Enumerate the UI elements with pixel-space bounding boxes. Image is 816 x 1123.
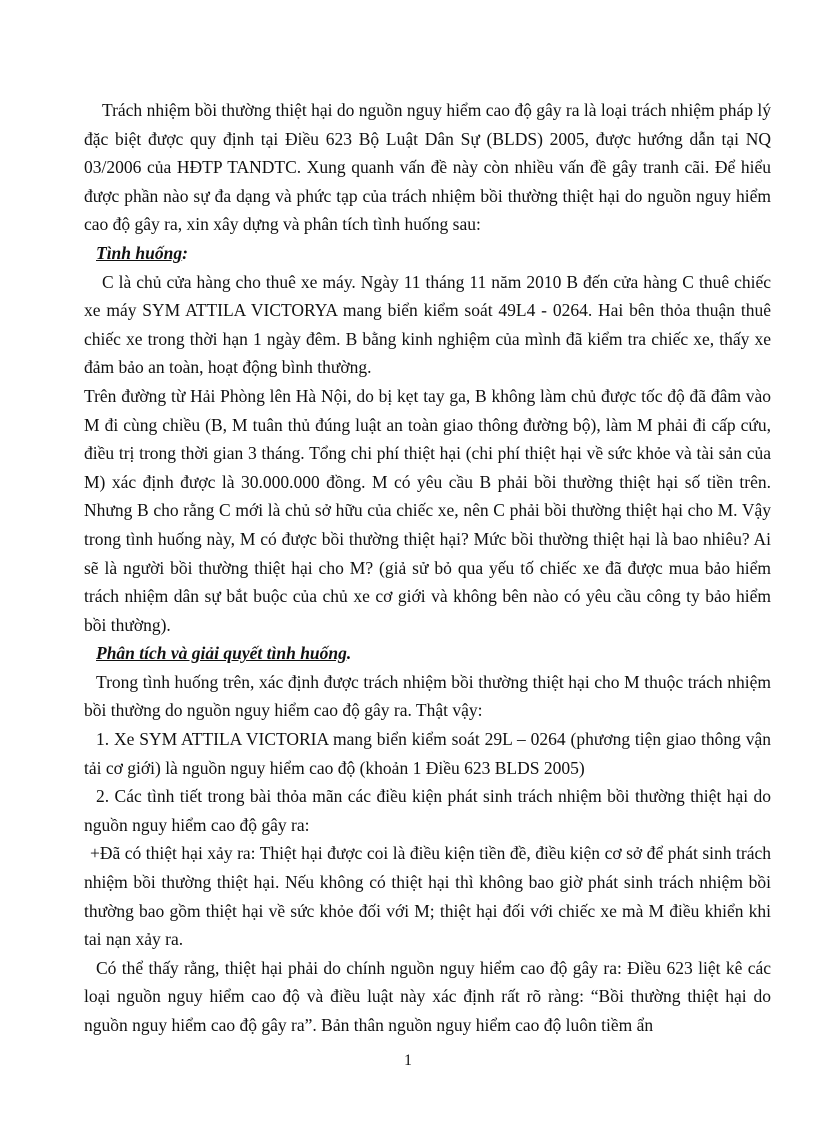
situation-paragraph-1: C là chủ cửa hàng cho thuê xe máy. Ngày 11 tháng 11 năm 2010 B đến cửa hàng C thuê chiếc xe máy SYM ATTILA VICTORYA mang biển kiểm soát 49L4 - 0264. Hai bên thỏa thuận thuê chiếc xe trong thời hạn 1 ngày đêm. B bằng kinh nghiệm của mình đã kiểm tra chiếc xe, thấy xe đảm bảo an toàn, hoạt động bình thường. bbox=[84, 271, 771, 378]
analysis-item-1: 1. Xe SYM ATTILA VICTORIA mang biển kiểm soát 29L – 0264 (phương tiện giao thông vận tải cơ giới) là nguồn nguy hiểm cao độ (khoản 1 Điều 623 BLDS 2005) bbox=[84, 729, 771, 778]
analysis-plus-paragraph: +Đã có thiệt hại xảy ra: Thiệt hại được coi là điều kiện tiền đề, điều kiện cơ sở để phát sinh trách nhiệm bồi thường thiệt hại. Nếu không có thiệt hại thì không bao giờ phát sinh trách nhiệm bồi thường bao gồm thiệt hại về sức khỏe đối với M; thiệt hại đối với chiếc xe mà M điều khiển khi tai nạn xảy ra. bbox=[84, 843, 771, 950]
heading-analysis bbox=[84, 639, 771, 668]
analysis-paragraph-1: Trong tình huống trên, xác định được trách nhiệm bồi thường thiệt hại cho M thuộc trách nhiệm bồi thường do nguồn nguy hiểm cao độ gây ra. Thật vậy: bbox=[84, 671, 771, 721]
document-page bbox=[84, 96, 771, 1040]
heading-situation-suffix: : bbox=[182, 242, 188, 263]
heading-analysis-suffix: . bbox=[346, 643, 352, 664]
analysis-item-2: 2. Các tình tiết trong bài thỏa mãn các điều kiện phát sinh trách nhiệm bồi thường thiệt hại do nguồn nguy hiểm cao độ gây ra: bbox=[84, 786, 771, 835]
heading-analysis-text: Phân tích và giải quyết tình huống bbox=[96, 643, 347, 664]
intro-paragraph: Trách nhiệm bồi thường thiệt hại do nguồn nguy hiểm cao độ gây ra là loại trách nhiệm pháp lý đặc biệt được quy định tại Điều 623 Bộ Luật Dân Sự (BLDS) 2005, được hướng dẫn tại NQ 03/2006 của HĐTP TANDTC. Xung quanh vấn đề này còn nhiều vấn đề gây tranh cãi. Để hiểu được phần nào sự đa dạng và phức tạp của trách nhiệm bồi thường thiệt hại do nguồn nguy hiểm cao độ gây ra, xin xây dựng và phân tích tình huống sau: bbox=[84, 100, 771, 235]
analysis-last-paragraph: Có thể thấy rằng, thiệt hại phải do chính nguồn nguy hiểm cao độ gây ra: Điều 623 liệt kê các loại nguồn nguy hiểm cao độ và điều luật này xác định rất rõ ràng: “Bồi thường thiệt hại do nguồn nguy hiểm cao độ gây ra”. Bản thân nguồn nguy hiểm cao độ luôn tiềm ẩn bbox=[84, 957, 771, 1035]
heading-situation-text: Tình huống bbox=[96, 242, 183, 263]
situation-paragraph-2: Trên đường từ Hải Phòng lên Hà Nội, do bị kẹt tay ga, B không làm chủ được tốc độ đã đâm vào M đi cùng chiều (B, M tuân thủ đúng luật an toàn giao thông đường bộ), làm M phải đi cấp cứu, điều trị trong thời gian 3 tháng. Tổng chi phí thiệt hại (chi phí thiệt hại về sức khỏe và tài sản của M) xác định được là 30.000.000 đồng. M có yêu cầu B phải bồi thường thiệt hại số tiền trên. Nhưng B cho rằng C mới là chủ sở hữu của chiếc xe, nên C phải bồi thường thiệt hại cho M. Vậy trong tình huống này, M có được bồi thường thiệt hại? Mức bồi thường thiệt hại là bao nhiêu? Ai sẽ là người bồi thường thiệt hại cho M? (giả sử bỏ qua yếu tố chiếc xe đã được mua bảo hiểm trách nhiệm dân sự bắt buộc của chủ xe cơ giới và không bên nào có yêu cầu công ty bảo hiểm bồi thường). bbox=[84, 385, 771, 635]
heading-situation bbox=[84, 239, 771, 268]
page-number: 1 bbox=[404, 1052, 412, 1069]
